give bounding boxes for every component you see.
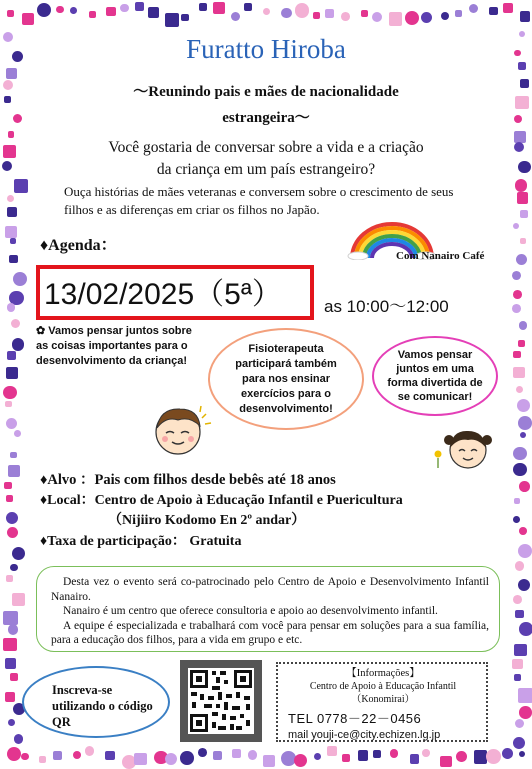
confetti-dot bbox=[515, 561, 524, 570]
confetti-dot bbox=[513, 290, 522, 299]
confetti-dot bbox=[6, 367, 18, 379]
confetti-dot bbox=[6, 495, 13, 502]
confetti-dot bbox=[502, 748, 513, 759]
confetti-dot bbox=[514, 131, 526, 143]
confetti-dot bbox=[10, 564, 18, 572]
confetti-dot bbox=[85, 746, 95, 756]
confetti-dot bbox=[514, 674, 521, 681]
confetti-dot bbox=[105, 751, 115, 761]
confetti-dot bbox=[342, 754, 350, 762]
boy-face-icon bbox=[150, 400, 212, 458]
confetti-dot bbox=[14, 430, 21, 437]
confetti-dot bbox=[73, 751, 81, 759]
confetti-dot bbox=[514, 644, 527, 657]
think-note: ✿ Vamos pensar juntos sobre as coisas importantes para o desenvolvimento da criança! bbox=[36, 325, 192, 367]
speech-bubble-left-text: Fisioterapeuta participará também para nos ensinar exercícios para o desenvolvimento! bbox=[235, 342, 337, 415]
confetti-dot bbox=[513, 516, 520, 523]
confetti-dot bbox=[14, 179, 28, 193]
confetti-dot bbox=[148, 7, 159, 18]
confetti-dot bbox=[7, 207, 18, 218]
confetti-dot bbox=[503, 3, 513, 13]
confetti-dot bbox=[5, 692, 15, 702]
confetti-dot bbox=[7, 351, 16, 360]
confetti-dot bbox=[518, 579, 531, 592]
confetti-dot bbox=[263, 755, 275, 767]
confetti-dot bbox=[513, 447, 527, 461]
confetti-dot bbox=[520, 432, 527, 439]
confetti-dot bbox=[410, 754, 420, 764]
confetti-dot bbox=[358, 750, 369, 761]
speech-bubble-left bbox=[208, 328, 364, 430]
confetti-dot bbox=[456, 751, 467, 762]
confetti-dot bbox=[6, 512, 18, 524]
confetti-dot bbox=[3, 386, 17, 400]
location-line-1: ♦Local：Centro de Apoio à Educação Infantil e Puericultura bbox=[40, 493, 403, 508]
confetti-dot bbox=[56, 6, 64, 14]
confetti-dot bbox=[89, 11, 96, 18]
confetti-dot bbox=[327, 746, 337, 756]
confetti-dot bbox=[515, 179, 527, 191]
confetti-dot bbox=[180, 751, 193, 764]
confetti-dot bbox=[295, 3, 310, 18]
confetti-dot bbox=[516, 254, 527, 265]
question bbox=[60, 137, 472, 181]
confetti-dot bbox=[513, 595, 522, 604]
confetti-dot bbox=[325, 9, 334, 18]
confetti-dot bbox=[10, 238, 16, 244]
confetti-dot bbox=[520, 238, 526, 244]
confetti-dot bbox=[13, 114, 22, 123]
confetti-dot bbox=[12, 338, 24, 350]
confetti-dot bbox=[3, 80, 13, 90]
confetti-dot bbox=[513, 351, 521, 359]
confetti-dot bbox=[5, 401, 12, 408]
confetti-dot bbox=[165, 13, 179, 27]
confetti-dot bbox=[517, 192, 529, 204]
confetti-dot bbox=[405, 11, 419, 25]
confetti-dot bbox=[7, 195, 15, 203]
confetti-dot bbox=[513, 223, 519, 229]
confetti-dot bbox=[10, 673, 18, 681]
confetti-dot bbox=[7, 747, 21, 761]
event-date: 13/02/2025（5ª） bbox=[44, 278, 282, 311]
register-text: Inscreva-se utilizando o código QR bbox=[52, 683, 153, 729]
note-paragraph-2: Nanairo é um centro que oferece consultoria e apoio ao desenvolvimento infantil. bbox=[63, 605, 438, 617]
confetti-dot bbox=[469, 4, 478, 13]
confetti-dot bbox=[441, 12, 449, 20]
confetti-dot bbox=[21, 753, 28, 760]
confetti-dot bbox=[512, 271, 521, 280]
target-audience: ♦Alvo ：Pais com filhos desde bebês até 18 anos bbox=[40, 472, 336, 488]
confetti-dot bbox=[213, 751, 223, 761]
confetti-dot bbox=[518, 544, 532, 558]
agenda-label: ♦Agenda： bbox=[40, 237, 117, 254]
confetti-dot bbox=[389, 12, 403, 26]
confetti-dot bbox=[9, 255, 17, 263]
confetti-dot bbox=[515, 610, 523, 618]
confetti-dot bbox=[165, 753, 177, 765]
confetti-dot bbox=[518, 161, 530, 173]
confetti-dot bbox=[514, 498, 520, 504]
contact-box bbox=[276, 662, 488, 742]
confetti-dot bbox=[281, 8, 291, 18]
confetti-dot bbox=[390, 749, 398, 757]
confetti-dot bbox=[135, 2, 144, 11]
speech-bubble-right bbox=[372, 336, 498, 416]
confetti-dot bbox=[314, 753, 321, 760]
page-title: Furatto Hiroba bbox=[186, 34, 346, 64]
cosponsor-note-box bbox=[36, 566, 500, 652]
speech-bubble-right-text: Vamos pensar juntos em uma forma divertida de se comunicar! bbox=[387, 349, 483, 403]
confetti-dot bbox=[4, 96, 11, 103]
confetti-dot bbox=[12, 593, 25, 606]
confetti-dot bbox=[8, 465, 20, 477]
confetti-dot bbox=[519, 706, 532, 719]
contact-org-line-1: Centro de Apoio à Educação Infantil bbox=[309, 681, 457, 692]
confetti-dot bbox=[10, 452, 17, 459]
location-line-2: （Nijiiro Kodomo En 2º andar） bbox=[108, 513, 306, 528]
confetti-dot bbox=[14, 734, 24, 744]
confetti-dot bbox=[12, 547, 25, 560]
qr-code-icon bbox=[188, 668, 254, 734]
subtitle-line-2: estrangeira～ bbox=[222, 110, 310, 126]
confetti-dot bbox=[512, 659, 522, 669]
confetti-dot bbox=[7, 527, 18, 538]
confetti-dot bbox=[341, 12, 350, 21]
confetti-dot bbox=[6, 418, 17, 429]
confetti-dot bbox=[232, 749, 241, 758]
confetti-dot bbox=[2, 161, 12, 171]
confetti-dot bbox=[313, 12, 319, 18]
confetti-dot bbox=[6, 68, 17, 79]
intro-text: Ouça histórias de mães veteranas e conversem sobre o crescimento de seus filhos e as diferenças em criar os filhos no Japão. bbox=[64, 184, 454, 217]
confetti-dot bbox=[513, 463, 526, 476]
confetti-dot bbox=[516, 386, 523, 393]
confetti-dot bbox=[513, 367, 524, 378]
confetti-dot bbox=[294, 754, 307, 767]
confetti-dot bbox=[70, 7, 77, 14]
confetti-dot bbox=[520, 210, 528, 218]
confetti-dot bbox=[520, 11, 530, 21]
confetti-dot bbox=[231, 12, 240, 21]
confetti-dot bbox=[361, 10, 368, 17]
register-bubble bbox=[22, 666, 170, 738]
confetti-dot bbox=[519, 321, 528, 330]
confetti-dot bbox=[514, 142, 524, 152]
confetti-dot bbox=[373, 750, 381, 758]
confetti-dot bbox=[455, 10, 462, 17]
confetti-dot bbox=[5, 226, 17, 238]
question-line-1: Você gostaria de conversar sobre a vida e a criação bbox=[108, 139, 424, 156]
confetti-dot bbox=[519, 481, 530, 492]
confetti-dot bbox=[518, 416, 532, 430]
confetti-dot bbox=[519, 527, 527, 535]
confetti-dot bbox=[6, 575, 13, 582]
confetti-dot bbox=[518, 340, 525, 347]
girl-face-icon bbox=[432, 424, 496, 472]
confetti-dot bbox=[199, 3, 208, 12]
confetti-dot bbox=[519, 622, 532, 635]
contact-org-line-2: （Konomirai） bbox=[351, 694, 415, 705]
confetti-dot bbox=[263, 8, 270, 15]
confetti-dot bbox=[513, 737, 525, 749]
confetti-dot bbox=[5, 658, 16, 669]
confetti-dot bbox=[8, 624, 18, 634]
confetti-dot bbox=[244, 3, 252, 11]
cafe-label: Com Nanairo Café bbox=[396, 250, 485, 262]
confetti-dot bbox=[512, 304, 521, 313]
confetti-dot bbox=[372, 12, 382, 22]
confetti-dot bbox=[213, 2, 225, 14]
confetti-dot bbox=[421, 12, 432, 23]
confetti-dot bbox=[422, 749, 429, 756]
confetti-dot bbox=[514, 115, 522, 123]
confetti-dot bbox=[489, 7, 497, 15]
contact-phone: TEL 0778－22－0456 bbox=[288, 711, 422, 726]
confetti-dot bbox=[519, 751, 525, 757]
subtitle-line-1: ～Reunindo pais e mães de nacionalidade bbox=[133, 84, 399, 100]
confetti-dot bbox=[181, 14, 189, 22]
event-time: as 10:00～12:00 bbox=[324, 297, 449, 316]
confetti-dot bbox=[3, 638, 16, 651]
question-line-2: da criança em um país estrangeiro? bbox=[156, 161, 376, 178]
confetti-dot bbox=[37, 3, 51, 17]
confetti-dot bbox=[7, 303, 16, 312]
confetti-dot bbox=[106, 7, 116, 17]
confetti-dot bbox=[22, 13, 34, 25]
note-paragraph-1: Desta vez o evento será co-patrocinado pelo Centro de Apoio e Desenvolvimento Infantil Nanairo. bbox=[51, 576, 489, 603]
subtitle bbox=[40, 79, 492, 131]
confetti-dot bbox=[134, 753, 147, 766]
confetti-dot bbox=[39, 756, 47, 764]
contact-email[interactable]: mail youji-ce@city.echizen.lg.jp bbox=[288, 729, 441, 741]
confetti-dot bbox=[198, 748, 207, 757]
note-paragraph-3: A equipe é especializada e trabalhará com você para pensar em soluções para a sua família, para a educação dos filhos, para a vida em grupo e etc. bbox=[51, 619, 489, 646]
confetti-dot bbox=[13, 272, 27, 286]
confetti-dot bbox=[3, 145, 16, 158]
confetti-dot bbox=[520, 79, 529, 88]
participation-fee: ♦Taxa de participação： Gratuita bbox=[40, 534, 242, 549]
confetti-dot bbox=[11, 319, 20, 328]
confetti-dot bbox=[515, 96, 528, 109]
confetti-dot bbox=[8, 131, 15, 138]
contact-title: 【Informações】 bbox=[346, 668, 420, 679]
confetti-dot bbox=[8, 719, 15, 726]
confetti-dot bbox=[7, 10, 14, 17]
confetti-dot bbox=[53, 751, 62, 760]
confetti-dot bbox=[440, 756, 451, 767]
confetti-dot bbox=[486, 749, 501, 764]
confetti-dot bbox=[517, 399, 530, 412]
confetti-dot bbox=[120, 4, 128, 12]
confetti-dot bbox=[515, 719, 524, 728]
confetti-dot bbox=[3, 611, 17, 625]
confetti-dot bbox=[248, 750, 257, 759]
confetti-dot bbox=[4, 482, 11, 489]
confetti-dot bbox=[518, 688, 532, 703]
